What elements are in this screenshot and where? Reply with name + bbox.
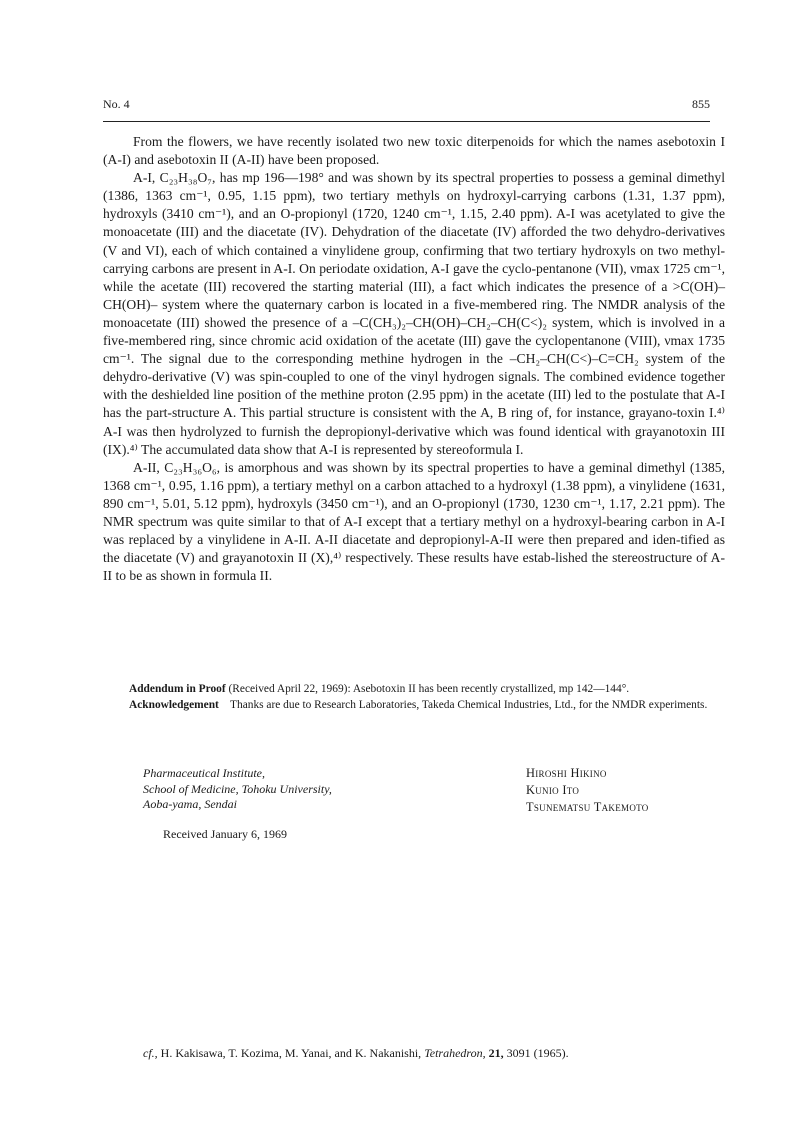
received-date: Received January 6, 1969: [163, 827, 287, 841]
page-number: 855: [692, 97, 710, 111]
author-name: Kunio Ito: [526, 783, 580, 797]
paragraph-intro: From the flowers, we have recently isolated two new toxic diterpenoids for which the names asebotoxin I (A-I) and asebotoxin II (A-II) have been proposed.: [103, 134, 725, 168]
affiliation-line: Pharmaceutical Institute,: [143, 766, 265, 780]
acknowledgement: [103, 698, 725, 713]
affiliation-line: Aoba-yama, Sendai: [143, 797, 237, 811]
author-name: Hiroshi Hikino: [526, 766, 607, 780]
paragraph-asebotoxin-i: A-I, C₂₃H₃₈O₇, has mp 196—198° and was shown by its spectral properties to possess a geminal dimethyl (1386, 1363 cm⁻¹, 0.95, 1.15 ppm), two tertiary methyls on hydroxyl-carrying carbons (1.31, 1.37 ppm), hydroxyls (3410 cm⁻¹), and an O-propionyl (1720, 1240 cm⁻¹, 1.15, 2.40 ppm). A-I was acetylated to give the monoacetate (III) and the diacetate (IV). Dehydration of the diacetate (IV) afforded the two dehydro-derivatives (V and VI), each of which contained a vinylidene group, confirming that two tertiary hydroxyls on two methyl-carrying carbons are present in A-I. On periodate oxidation, A-I gave the cyclo-pentanone (VII), νmax 1725 cm⁻¹, while the acetate (III) recovered the starting material (III), a fact which indicates the presence of a >C(OH)–CH(OH)– system where the quaternary carbon is located in a five-membered ring. The NMDR analysis of the monoacetate (III) showed the presence of a –C(CH₃)₂–CH(OH)–CH₂–CH(C<)₂ system, which is involved in a five-membered ring, since chromic acid oxidation of the acetate (III) gave the cyclopentanone (VIII), νmax 1735 cm⁻¹. The signal due to the corresponding methine hydrogen in the –CH₂–CH(C<)–C=CH₂ system of the dehydro-derivative (V) was spin-coupled to one of the vinyl hydrogen signals. The combined evidence together with the deshielded line position of the methine proton (2.95 ppm) in the acetate (III) led to the postulate that A-I has the part-structure A. This partial structure is consistent with the A, B ring of, for instance, grayano-toxin I.⁴⁾ A-I was then hydrolyzed to furnish the depropionyl-derivative which was found identical with grayanotoxin III (IX).⁴⁾ The accumulated data show that A-I is represented by stereoformula I.: [103, 170, 725, 457]
footnote-authors: H. Kakisawa, T. Kozima, M. Yanai, and K. Nakanishi,: [160, 1046, 422, 1060]
footnote-cf: cf.,: [143, 1046, 158, 1060]
affiliation-block: [143, 766, 332, 813]
main-text: [103, 133, 725, 585]
addendum-in-proof: [103, 682, 725, 697]
footnote-journal: Tetrahedron,: [424, 1046, 486, 1060]
footnote: [143, 1046, 569, 1061]
acknowledgement-text: Thanks are due to Research Laboratories, Takeda Chemical Industries, Ltd., for the NMDR experiments.: [230, 699, 708, 712]
addendum-section: [103, 682, 725, 714]
acknowledgement-label: Acknowledgement: [129, 699, 219, 712]
addendum-text: (Received April 22, 1969): Asebotoxin II has been recently crystallized, mp 142—144°.: [228, 683, 630, 695]
page-header: [103, 97, 710, 115]
footnote-pages: 3091 (1965).: [506, 1046, 569, 1060]
header-rule: [103, 121, 710, 122]
addendum-label: Addendum in Proof: [129, 683, 226, 695]
author-name: Tsunematsu Takemoto: [526, 800, 649, 814]
paragraph-asebotoxin-ii: A-II, C₂₃H₃₆O₆, is amorphous and was shown by its spectral properties to have a geminal dimethyl (1385, 1368 cm⁻¹, 0.95, 1.16 ppm), a tertiary methyl on a carbon attached to a hydroxyl (1.38 ppm), a vinylidene (1631, 890 cm⁻¹, 5.01, 5.12 ppm), hydroxyls (3450 cm⁻¹), and an O-propionyl (1730, 1230 cm⁻¹, 1.17, 2.21 ppm). The NMR spectrum was quite similar to that of A-I except that a tertiary methyl on a hydroxyl-bearing carbon in A-I was replaced by a vinylidene in A-II. A-II diacetate and depropionyl-A-II were then prepared and iden-tified as the diacetate (V) and grayanotoxin II (X),⁴⁾ respectively. These results have estab-lished the stereostructure of A-II to be as shown in formula II.: [103, 459, 725, 584]
affiliation-line: School of Medicine, Tohoku University,: [143, 781, 332, 796]
footnote-volume: 21,: [488, 1046, 504, 1060]
author-list: [526, 765, 649, 816]
journal-issue-number: No. 4: [103, 97, 130, 111]
